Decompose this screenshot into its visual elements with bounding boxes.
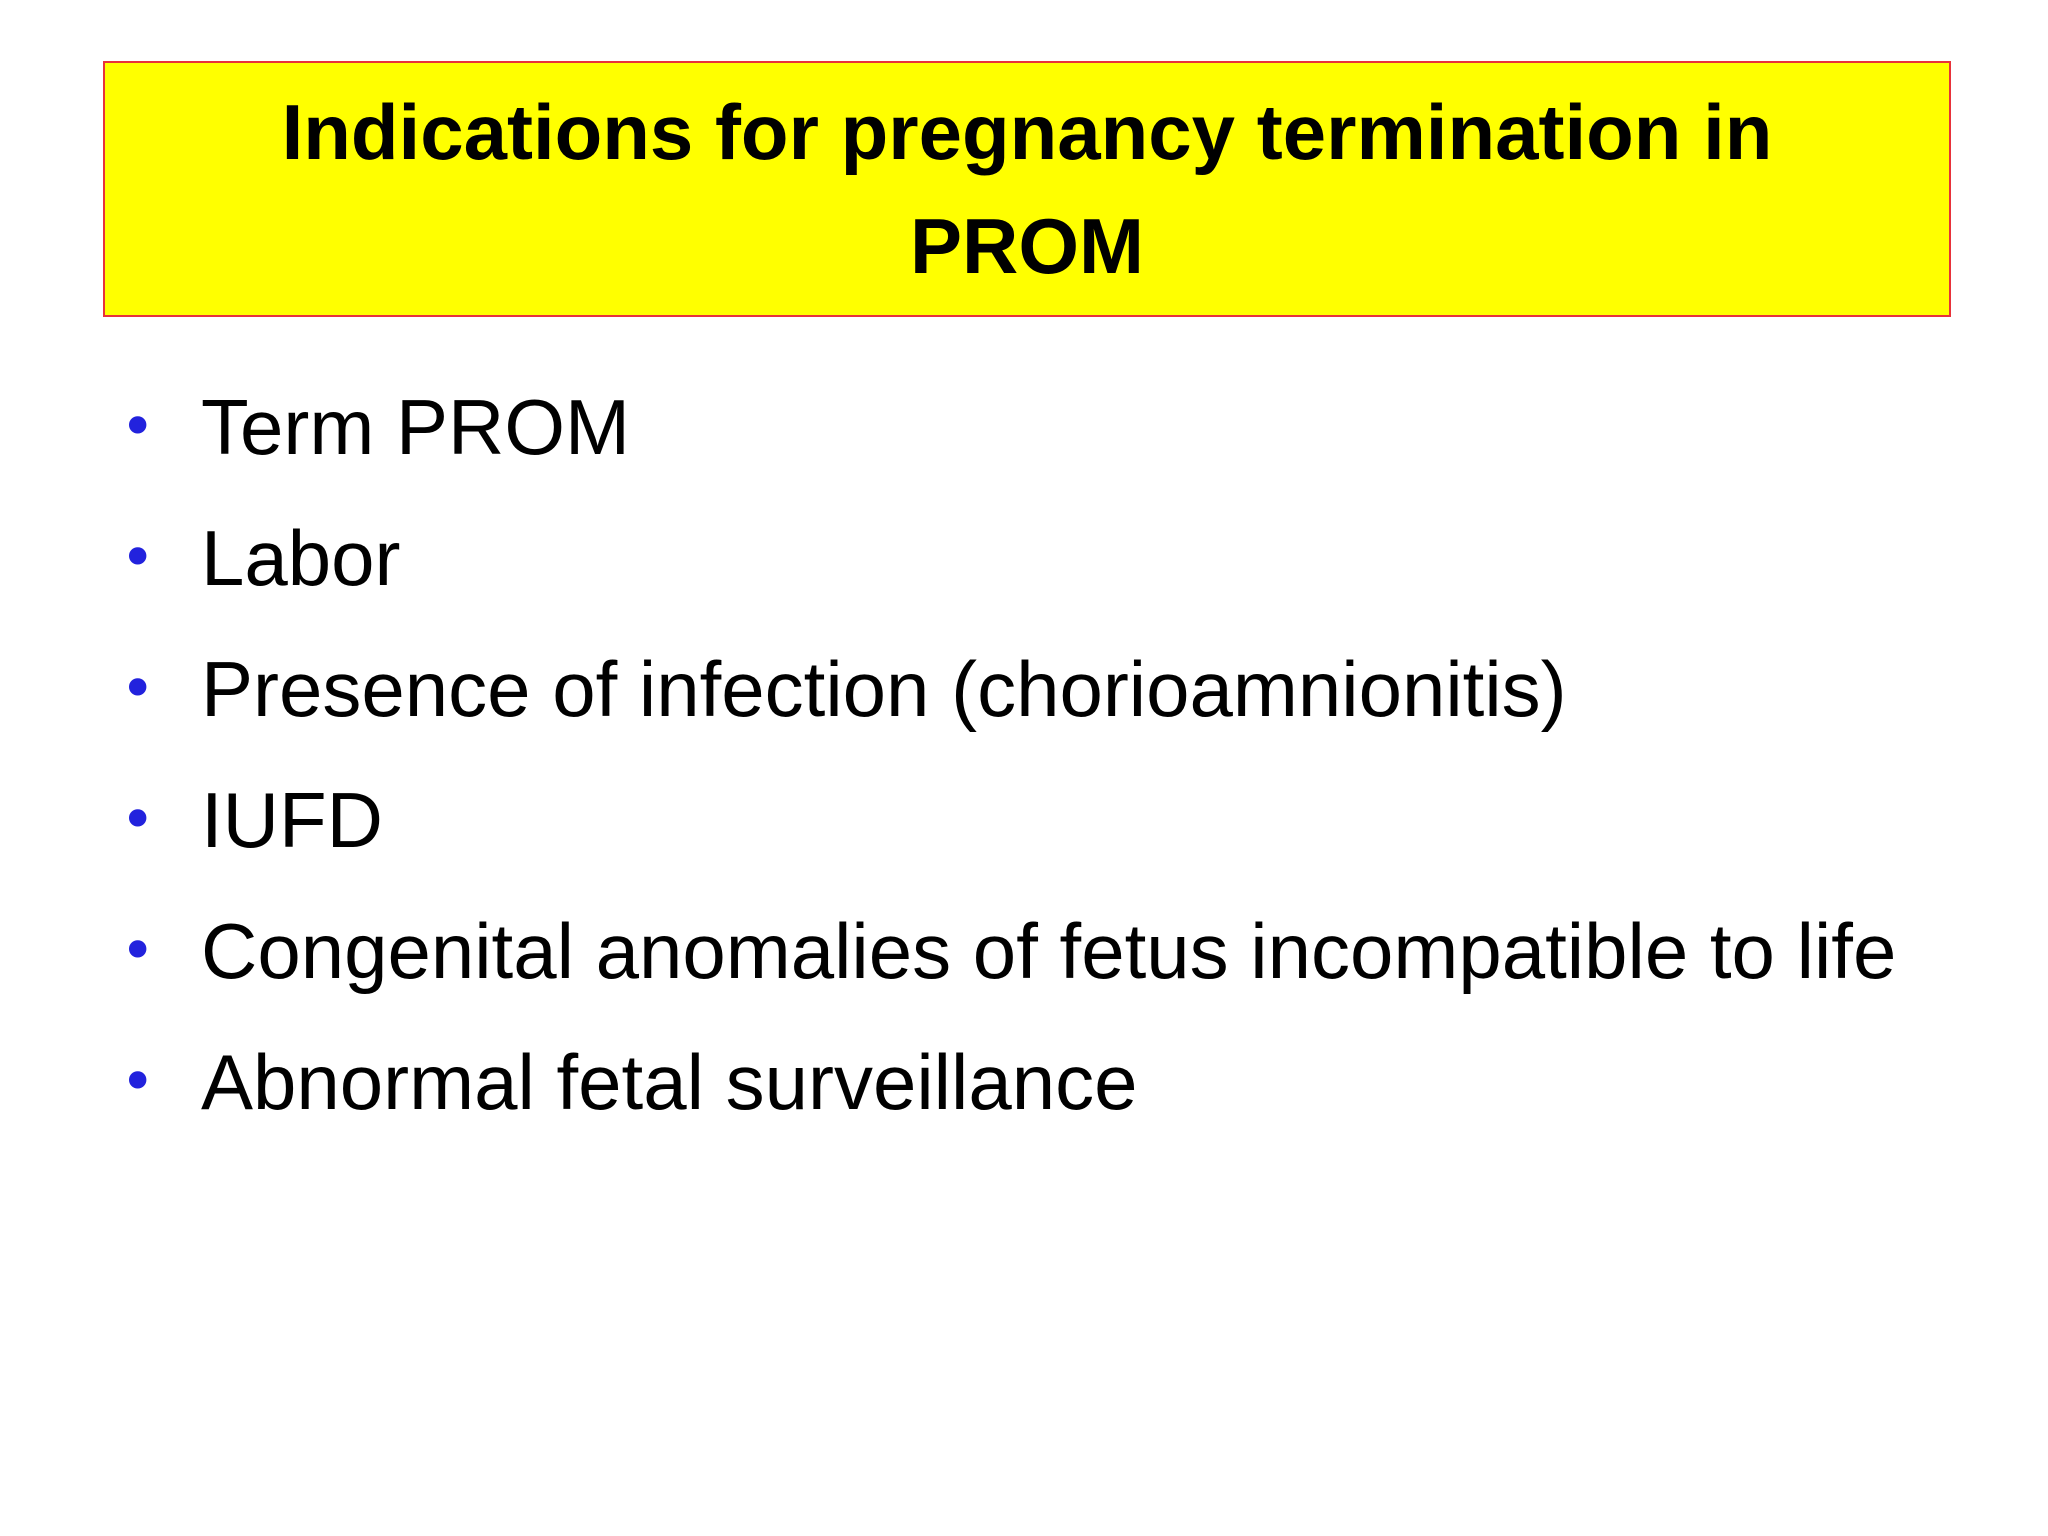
list-item: [120, 896, 1940, 1006]
list-item: [120, 765, 1940, 875]
bullet-icon: •: [120, 785, 156, 855]
title-box: [103, 61, 1951, 317]
list-item: [120, 634, 1940, 744]
bullet-text: Labor: [201, 514, 401, 602]
bullet-text: IUFD: [201, 776, 383, 864]
bullet-icon: •: [120, 654, 156, 724]
bullet-list: [120, 372, 1940, 1158]
bullet-text: Term PROM: [201, 383, 630, 471]
list-item: [120, 372, 1940, 482]
bullet-icon: •: [120, 916, 156, 986]
bullet-icon: •: [120, 392, 156, 462]
bullet-text: Abnormal fetal surveillance: [201, 1038, 1138, 1126]
list-item: [120, 1027, 1940, 1137]
slide-title: Indications for pregnancy termination in PROM: [281, 88, 1773, 290]
bullet-text: Congenital anomalies of fetus incompatible to life: [201, 907, 1897, 995]
bullet-icon: •: [120, 1047, 156, 1117]
list-item: [120, 503, 1940, 613]
bullet-text: Presence of infection (chorioamnionitis): [201, 645, 1567, 733]
bullet-icon: •: [120, 523, 156, 593]
